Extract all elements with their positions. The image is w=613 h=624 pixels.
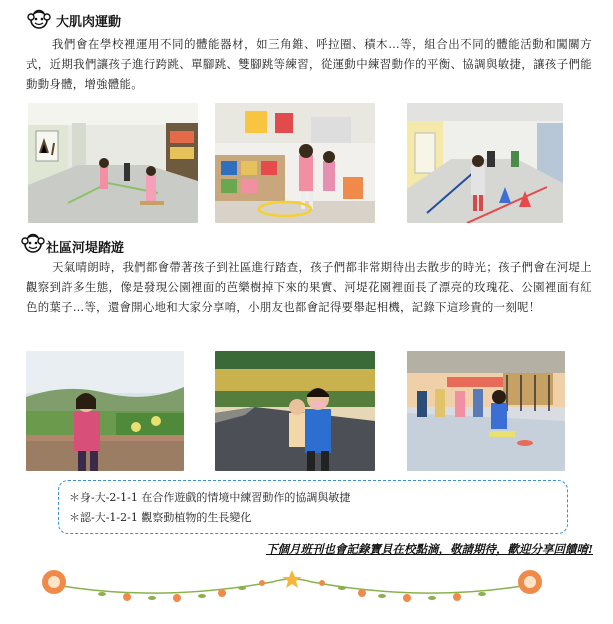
photo-hallway-hopping: [28, 103, 198, 223]
monkey-icon: [20, 232, 46, 254]
section1-paragraph: 我們會在學校裡運用不同的體能器材，如三角錐、呼拉圈、積木…等，組合出不同的體能活動和闖關方式，近期我們讓孩子進行跨跳、單腳跳、雙腳跳等練習，從運動中練習動作的平衡、協調與敏捷，讓孩子們能動動身體，增強體能。: [26, 37, 592, 91]
photo-riverbank-girl: [26, 351, 184, 471]
section2-title: 社區河堤踏遊: [46, 241, 125, 256]
monkey-icon: [26, 8, 52, 30]
photo-classroom-jump: [215, 103, 375, 223]
photo-corridor-cones: [407, 103, 563, 223]
note-line: ＊認-大-1-2-1 觀察動植物的生長變化: [69, 511, 252, 524]
note-line: ＊身-大-2-1-1 在合作遊戲的情境中練習動作的協調與敏捷: [69, 491, 351, 504]
learning-indicators-box: [58, 480, 568, 534]
section2-paragraph: 天氣晴朗時，我們都會帶著孩子到社區進行踏查，孩子們都非常期待出去散步的時光；孩子們會在河堤上觀察到許多生態，像是發現公園裡面的芭樂樹掉下來的果實、河堤花園裡面長了漂亮的玫瑰花、公園裡面有紅色的葉子…等，還會開心地和大家分享唷，小朋友也都會記得要舉起相機，記錄下這珍貴的一刻呢！: [26, 260, 592, 314]
photo-riverbank-kids: [215, 351, 375, 471]
fruit-garland-icon: [32, 556, 552, 610]
section1-title: 大肌肉運動: [56, 15, 122, 30]
photo-park-group: [407, 351, 565, 471]
footer-message: 下個月班刊也會記錄寶貝在校點滴，敬請期待，歡迎分享回饋唷!: [265, 542, 593, 556]
